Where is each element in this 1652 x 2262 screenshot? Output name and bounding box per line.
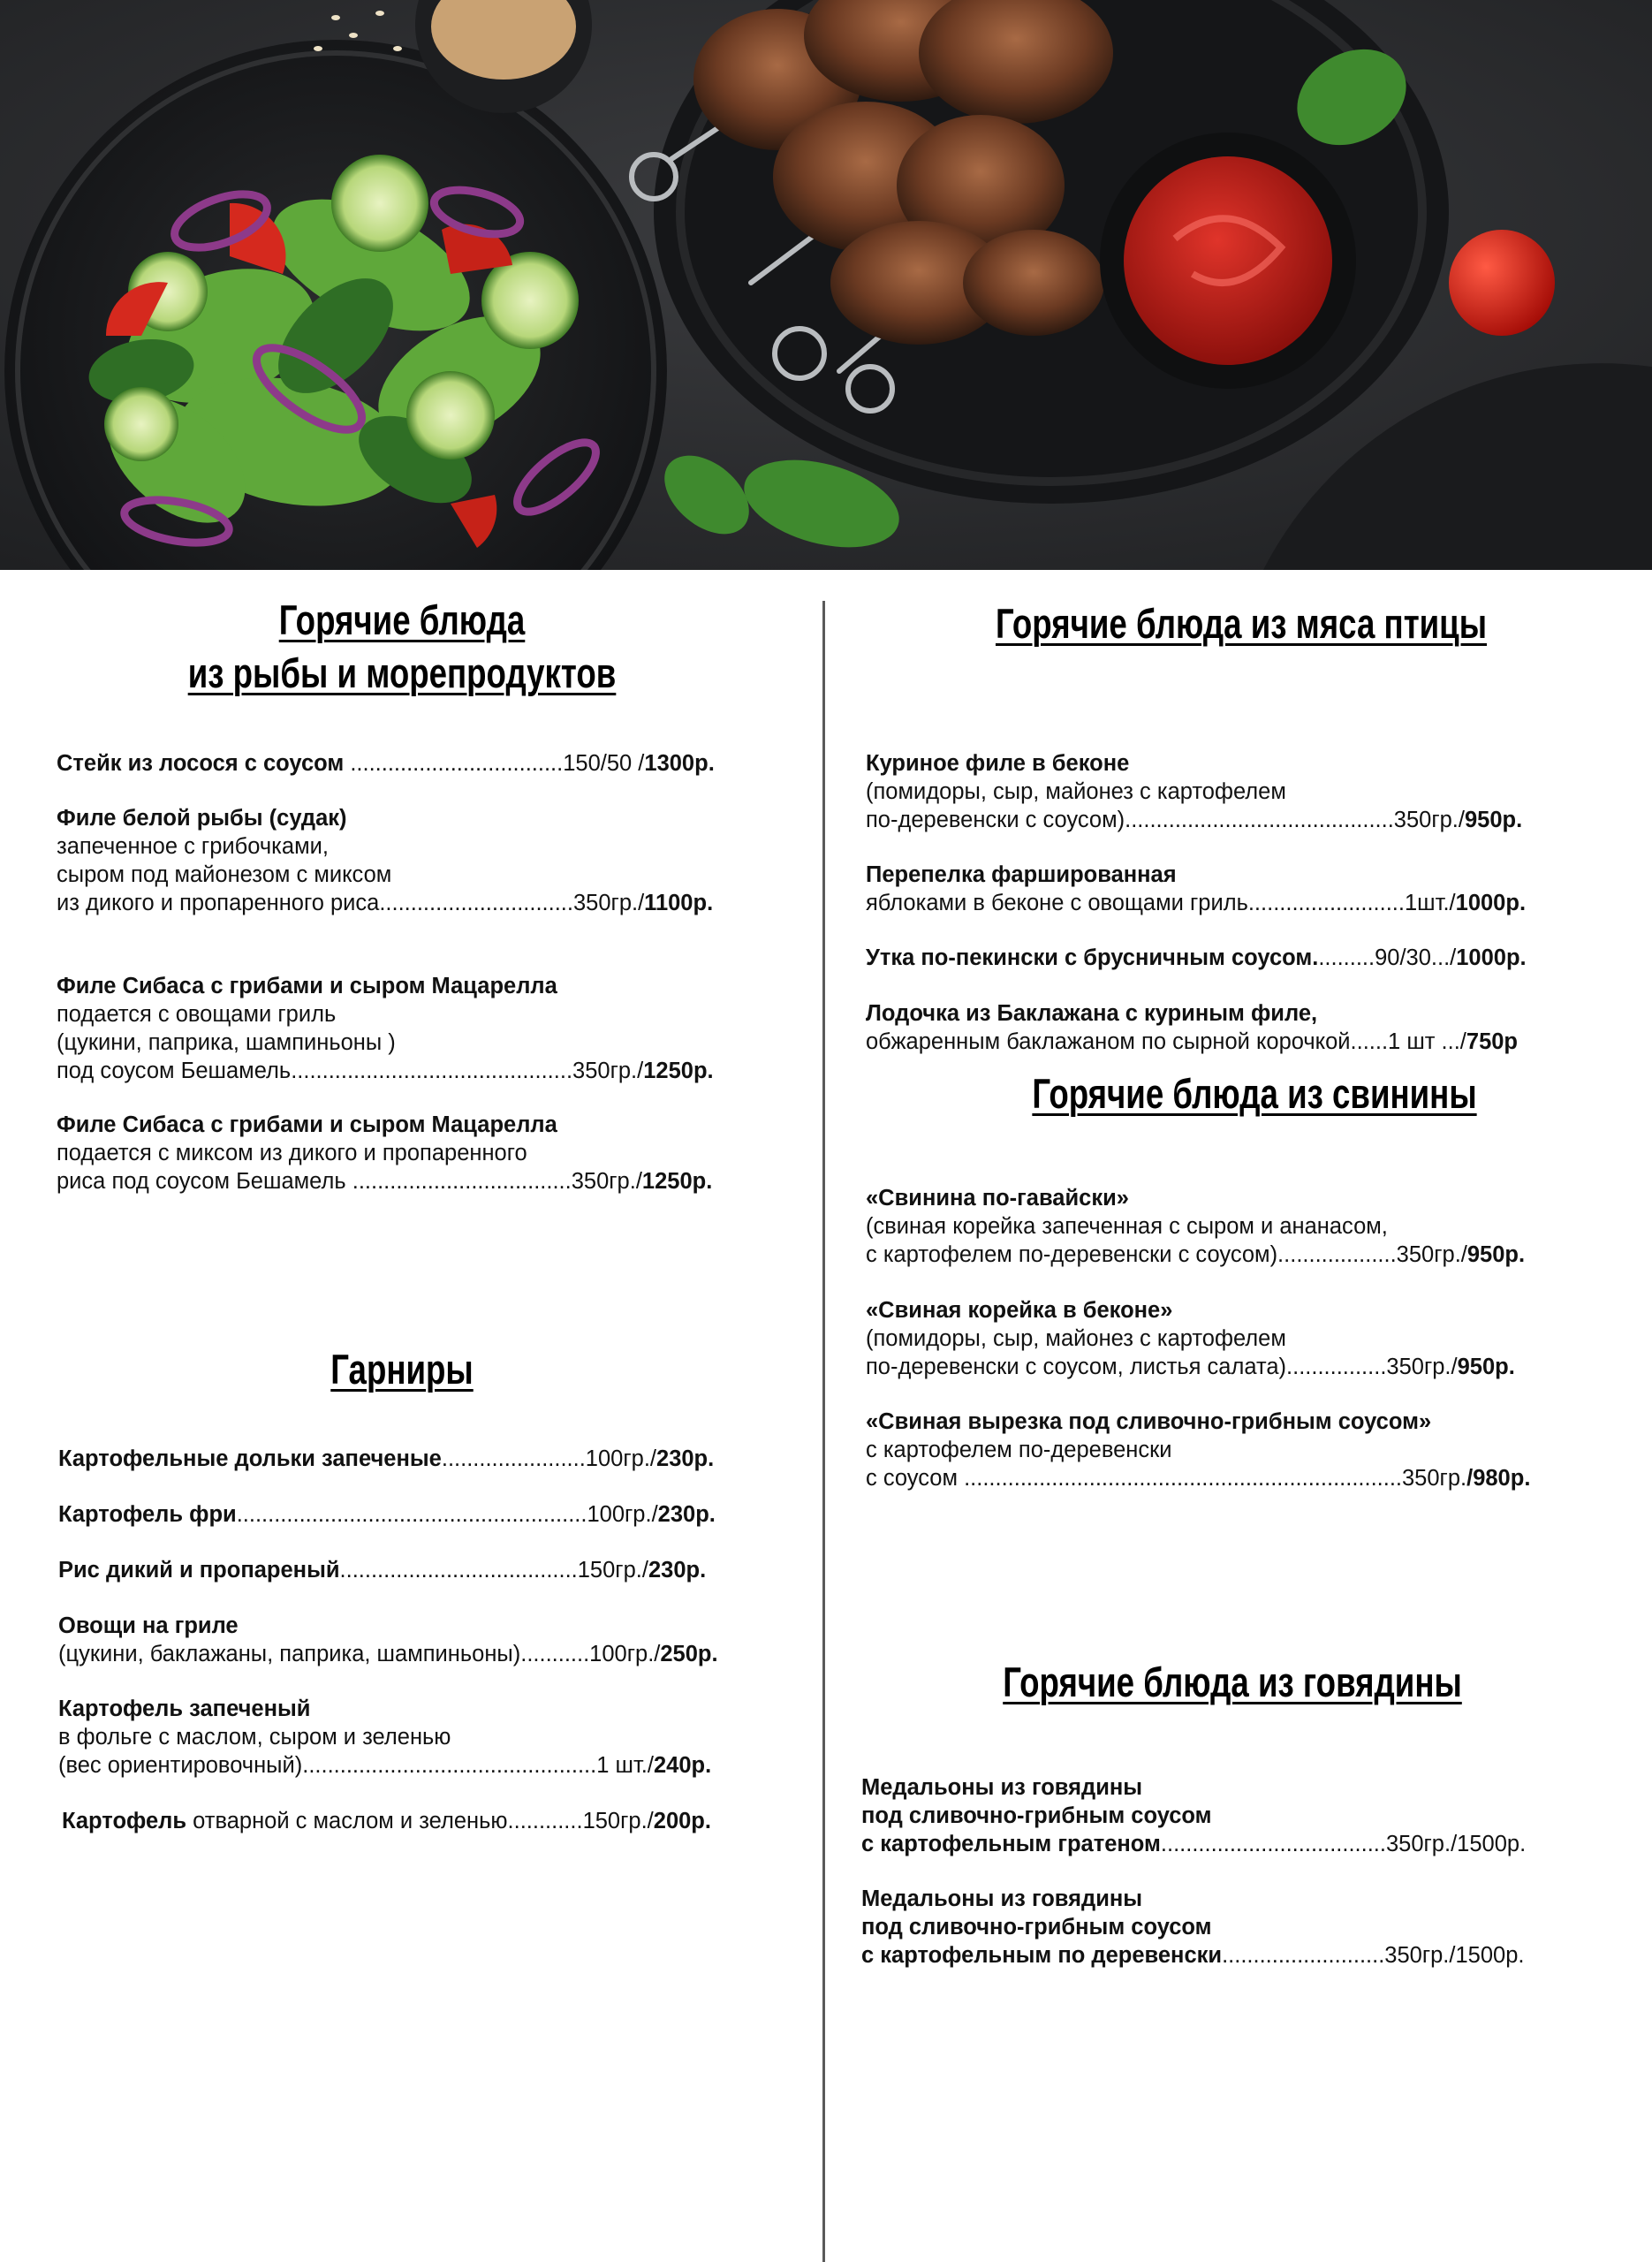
item-name: «Свинина по-гавайски» xyxy=(866,1186,1129,1211)
item-desc: под соусом Бешамель.............................................350гр./ xyxy=(57,1059,644,1083)
item-name: Стейк из лосося с соусом xyxy=(57,751,345,776)
menu-item-eggplant-boat xyxy=(866,999,1518,1056)
heading-fish-line2: из рыбы и морепродуктов xyxy=(187,649,617,696)
item-name: Картофель xyxy=(62,1809,187,1833)
item-price: 1250р. xyxy=(641,1169,713,1194)
item-desc: по-деревенски с соусом, листья салата)................350гр./ xyxy=(866,1355,1458,1379)
item-price: 950р. xyxy=(1464,808,1523,832)
item-price: 750р xyxy=(1466,1029,1519,1054)
menu-item-wild-rice xyxy=(58,1556,706,1584)
menu-item-pork-tenderloin xyxy=(866,1408,1530,1492)
item-name: Утка по-пекински с брусничным соусом. xyxy=(866,945,1319,970)
item-price: 950р. xyxy=(1457,1355,1515,1379)
menu-item-pork-loin-bacon xyxy=(866,1296,1515,1381)
item-name: с картофельным гратеном xyxy=(861,1832,1161,1856)
item-name: Филе белой рыбы (судак) xyxy=(57,806,347,831)
item-desc: с картофелем по-деревенски с соусом)...................350гр./ xyxy=(866,1242,1467,1267)
item-name: Перепелка фаршированная xyxy=(866,862,1177,887)
item-price: ....................................350гр./1500р. xyxy=(1160,1832,1527,1856)
item-name: Медальоны из говядины xyxy=(861,1775,1143,1800)
item-price: 230р. xyxy=(648,1558,707,1583)
item-name: под сливочно-грибным соусом xyxy=(861,1915,1212,1939)
item-name: Филе Сибаса с грибами и сыром Мацарелла xyxy=(57,974,557,998)
item-desc: яблоками в беконе с овощами гриль.........................1шт./ xyxy=(866,891,1456,915)
menu-item-fries xyxy=(58,1500,716,1529)
item-desc: (вес ориентировочный)...............................................1 шт./ xyxy=(58,1753,654,1778)
item-price: 1300р. xyxy=(644,751,715,776)
item-desc: обжаренным баклажаном по сырной корочкой......1 шт .../ xyxy=(866,1029,1466,1054)
column-divider xyxy=(822,601,825,2262)
item-desc: (помидоры, сыр, майонез с картофелем xyxy=(866,779,1286,804)
item-name: Картофель запеченый xyxy=(58,1696,311,1721)
item-price: ..........................350гр./1500р. xyxy=(1222,1943,1525,1968)
heading-fish-line1: Горячие блюда xyxy=(278,596,526,643)
item-desc: (свиная корейка запеченная с сыром и ананасом, xyxy=(866,1214,1388,1239)
item-desc: по-деревенски с соусом)...........................................350гр./ xyxy=(866,808,1465,832)
menu-item-salmon-steak xyxy=(57,749,715,778)
item-weight: ..................................150/50 / xyxy=(344,751,645,776)
item-desc: в фольге с маслом, сыром и зеленью xyxy=(58,1725,451,1750)
item-desc: риса под соусом Бешамель ...................................350гр./ xyxy=(57,1169,642,1194)
menu-item-boiled-potato xyxy=(62,1807,711,1835)
item-price: 230р. xyxy=(657,1502,716,1527)
item-name: «Свиная корейка в беконе» xyxy=(866,1298,1173,1323)
item-desc: (цукини, паприка, шампиньоны ) xyxy=(57,1030,396,1055)
item-price: 1250р. xyxy=(643,1059,714,1083)
item-name: Медальоны из говядины xyxy=(861,1886,1143,1911)
item-desc: подается с миксом из дикого и пропаренного xyxy=(57,1141,527,1165)
menu-item-white-fish xyxy=(57,804,713,917)
hero-food-photo xyxy=(0,0,1652,570)
item-name: Лодочка из Баклажана с куриным филе, xyxy=(866,1001,1318,1026)
heading-pork-text: Горячие блюда из свинины xyxy=(1032,1070,1477,1117)
menu-item-grilled-vegetables xyxy=(58,1612,718,1668)
menu-item-seabass-grill xyxy=(57,972,714,1085)
item-weight: .......................100гр./ xyxy=(441,1446,657,1471)
item-desc: сыром под майонезом с миксом xyxy=(57,862,392,887)
menu-item-beef-medallions-gratin xyxy=(861,1773,1526,1858)
item-price: 1000р. xyxy=(1456,945,1527,970)
item-name: под сливочно-грибным соусом xyxy=(861,1803,1212,1828)
heading-beef xyxy=(946,1656,1518,1709)
item-name: «Свиная вырезка под сливочно-грибным соусом» xyxy=(866,1409,1432,1434)
item-desc: с картофелем по-деревенски xyxy=(866,1438,1172,1462)
item-price: 1000р. xyxy=(1455,891,1527,915)
heading-pork xyxy=(965,1067,1543,1120)
heading-beef-text: Горячие блюда из говядины xyxy=(1003,1659,1462,1705)
item-weight: ......................................150гр./ xyxy=(339,1558,648,1583)
item-name: Картофельные дольки запеченые xyxy=(58,1446,442,1471)
menu-item-quail xyxy=(866,861,1526,917)
menu-item-chicken-bacon xyxy=(866,749,1522,834)
item-name: Рис дикий и пропареный xyxy=(58,1558,340,1583)
item-desc: отварной с маслом и зеленью............150гр./ xyxy=(186,1809,654,1833)
item-price: 240р. xyxy=(653,1753,712,1778)
item-name: Картофель фри xyxy=(58,1502,237,1527)
item-price: /980р. xyxy=(1466,1466,1531,1491)
item-desc: подается с овощами гриль xyxy=(57,1002,337,1027)
item-price: 230р. xyxy=(656,1446,715,1471)
heading-garnish-text: Гарниры xyxy=(330,1346,474,1393)
heading-fish-seafood xyxy=(178,594,626,700)
menu-item-hawaiian-pork xyxy=(866,1184,1525,1269)
item-name: Куриное филе в беконе xyxy=(866,751,1130,776)
heading-poultry xyxy=(935,597,1548,650)
item-weight: .........90/30.../ xyxy=(1318,945,1457,970)
item-price: 200р. xyxy=(653,1809,711,1833)
item-weight: ........................................................100гр./ xyxy=(236,1502,658,1527)
item-desc: запеченное с грибочками, xyxy=(57,834,329,859)
item-name: с картофельным по деревенски xyxy=(861,1943,1223,1968)
menu-item-baked-potato xyxy=(58,1695,711,1780)
menu-item-peking-duck xyxy=(866,944,1527,972)
menu-item-beef-medallions-country xyxy=(861,1885,1524,1970)
item-desc: (помидоры, сыр, майонез с картофелем xyxy=(866,1326,1286,1351)
heading-garnish xyxy=(247,1343,557,1396)
heading-poultry-text: Горячие блюда из мяса птицы xyxy=(995,600,1488,647)
item-price: 950р. xyxy=(1466,1242,1526,1267)
item-name: Филе Сибаса с грибами и сыром Мацарелла xyxy=(57,1112,557,1137)
menu-item-potato-wedges xyxy=(58,1445,714,1473)
item-desc: с соусом ......................................................................350гр. xyxy=(866,1466,1467,1491)
item-desc: из дикого и пропаренного риса...............................350гр./ xyxy=(57,891,645,915)
item-name: Овощи на гриле xyxy=(58,1613,239,1638)
item-price: 1100р. xyxy=(644,891,714,915)
menu-item-seabass-rice xyxy=(57,1111,712,1196)
item-desc: (цукини, баклажаны, паприка, шампиньоны)...........100гр./ xyxy=(58,1642,661,1666)
item-price: 250р. xyxy=(660,1642,718,1666)
